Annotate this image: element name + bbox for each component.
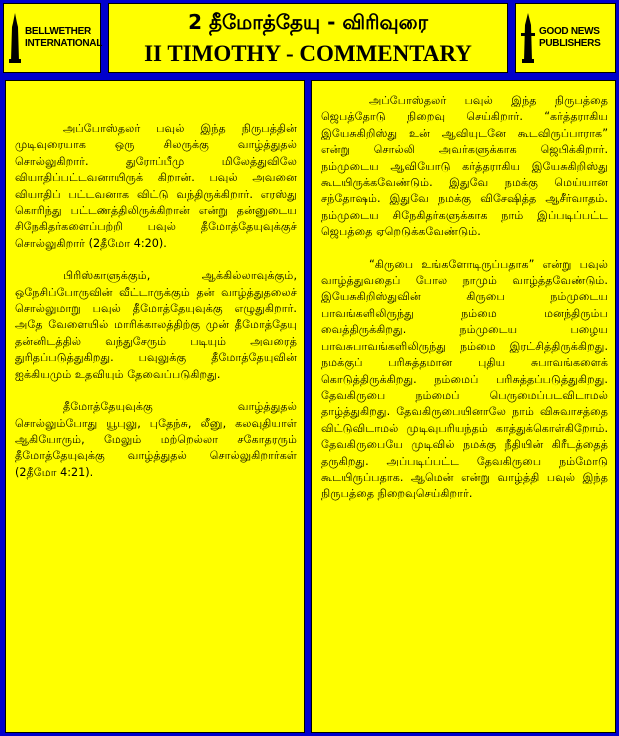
page-header [108, 3, 508, 73]
good-news-publishers-logo [515, 3, 616, 73]
bellwether-logo [3, 3, 101, 73]
paragraph: “கிருபை உங்களோடிருப்பதாக” என்று பவுல் வாழ்த்துவதைப் போல நாமும் வாழ்த்தவேண்டும். இயேசுகிறிஸ்துவின் கிருபை நம்முடைய பாவங்களிலிருந்து நம்மை மனந்திரும்ப வைத்திருக்கிறது. நம்முடைய பழைய பாவசுபாவங்களிலிருந்து நம்மை இரட்சித்திருக்கிறது. நமக்குப் பரிசுத்தமான புதிய சுபாவங்களைக் கொடுத்திருக்கிறது. நம்மைப் பரிசுத்தப்படுத்துகிறது. தேவகிருபை நம்மைப் பெருமைப்படவிடாமல் தாழ்த்துகிறது. தேவகிருபையினாலே நாம் விசுவாசத்தை விட்டுவிடாமல் முடிவுபரியந்தம் காத்துக்கொள்கிறோம். தேவகிருபையே முடிவில் நமக்கு நீதியின் கிரீடத்தைத் தருகிறது. அப்படிப்பட்ட தேவகிருபை நம்மோடு கூடயிருப்பதாக. ஆமென் என்று வாழ்த்தி பவுல் இந்த நிருபத்தை நிறைவுசெய்கிறார். [321, 257, 608, 501]
bellwether-logo-text [25, 26, 102, 50]
bellwether-logo-line2: INTERNATIONAL [25, 38, 103, 49]
good-news-logo-text [539, 26, 600, 50]
bellwether-logo-line1: BELLWETHER [25, 26, 91, 37]
paragraph: பிரிஸ்காளுக்கும், ஆக்கில்லாவுக்கும், ஒநேசிப்போருவின் வீட்டாருக்கும் தன் வாழ்த்துதலைச் சொல்லுமாறு பவுல் தீமோத்தேயுவுக்கு எழுதுகிறார். அதே வேளையில் மாரிக்காலத்திற்கு முன் தீமோத்தேயு தன்னிடத்தில் வந்துசேரும் படியும் அவரைத் துரிதப்படுத்துகிறது. பவுலுக்கு தீமோத்தேயுவின் ஐக்கியமும் உதவியும் தேவைப்படுகிறது. [15, 269, 297, 381]
paragraph: தீமோத்தேயுவுக்கு வாழ்த்துதல் சொல்லும்போது யூபுலு, புதேந்சு, லீனு, கலவுதியாள் ஆகியோரும், மேலும் மற்றெல்லா சகோதரரும் தீமோத்தேயுவுக்கு வாழ்த்துதல் சொல்லுகிறார்கள் (2தீமோ 4:21). [15, 400, 297, 479]
good-news-logo-line1: GOOD NEWS [539, 26, 600, 37]
title-english: II TIMOTHY - COMMENTARY [144, 41, 472, 66]
building-icon [8, 13, 22, 63]
paragraph: அப்போஸ்தலர் பவுல் இந்த நிருபத்தை ஜெபத்தோடு நிறைவு செய்கிறார். “கர்த்தராகிய இயேசுகிறிஸ்து உன் ஆவியுடனே கூடவிருப்பாராக” என்று சொல்லி அவர்களுக்காக ஜெபிக்கிறார். நம்முடைய ஆவியோடு கர்த்தராகிய இயேசுகிறிஸ்து கூடயிருக்கவேண்டும். இதுவே நமக்கு மெய்யான சந்தோஷம். இதுவே நமக்கு விசேஷித்த ஆசீர்வாதம். நம்முடைய சிநேகிதர்களுக்காக நாம் இப்படிப்பட்ட ஜெபத்தை ஏறெடுக்கவேண்டும். [321, 94, 608, 239]
right-column [311, 80, 616, 733]
tower-icon [520, 13, 536, 63]
title-tamil: 2 தீமோத்தேயு - விரிவுரை [188, 10, 428, 34]
good-news-logo-line2: PUBLISHERS [539, 38, 601, 49]
paragraph: அப்போஸ்தலர் பவுல் இந்த நிருபத்தின் முடிவுரையாக ஒரு சிலருக்கு வாழ்த்துதல் சொல்லுகிறார். துரோப்பீமு மிலேத்துவிலே வியாதிப்பட்டவனாயிருக் கிறான். பவுல் அவனை வியாதிப் பட்டவனாக விட்டு வந்திருக்கிறார். எரஸ்து கொரிந்து பட்டணத்திலிருக்கிறான் என்று தன்னுடைய சிநேகிதர்களைப்பற்றி பவுல் தீமோத்தேயுவுக்குச் சொல்லுகிறார் (2தீமோ 4:20). [15, 122, 297, 250]
left-column [5, 80, 305, 733]
